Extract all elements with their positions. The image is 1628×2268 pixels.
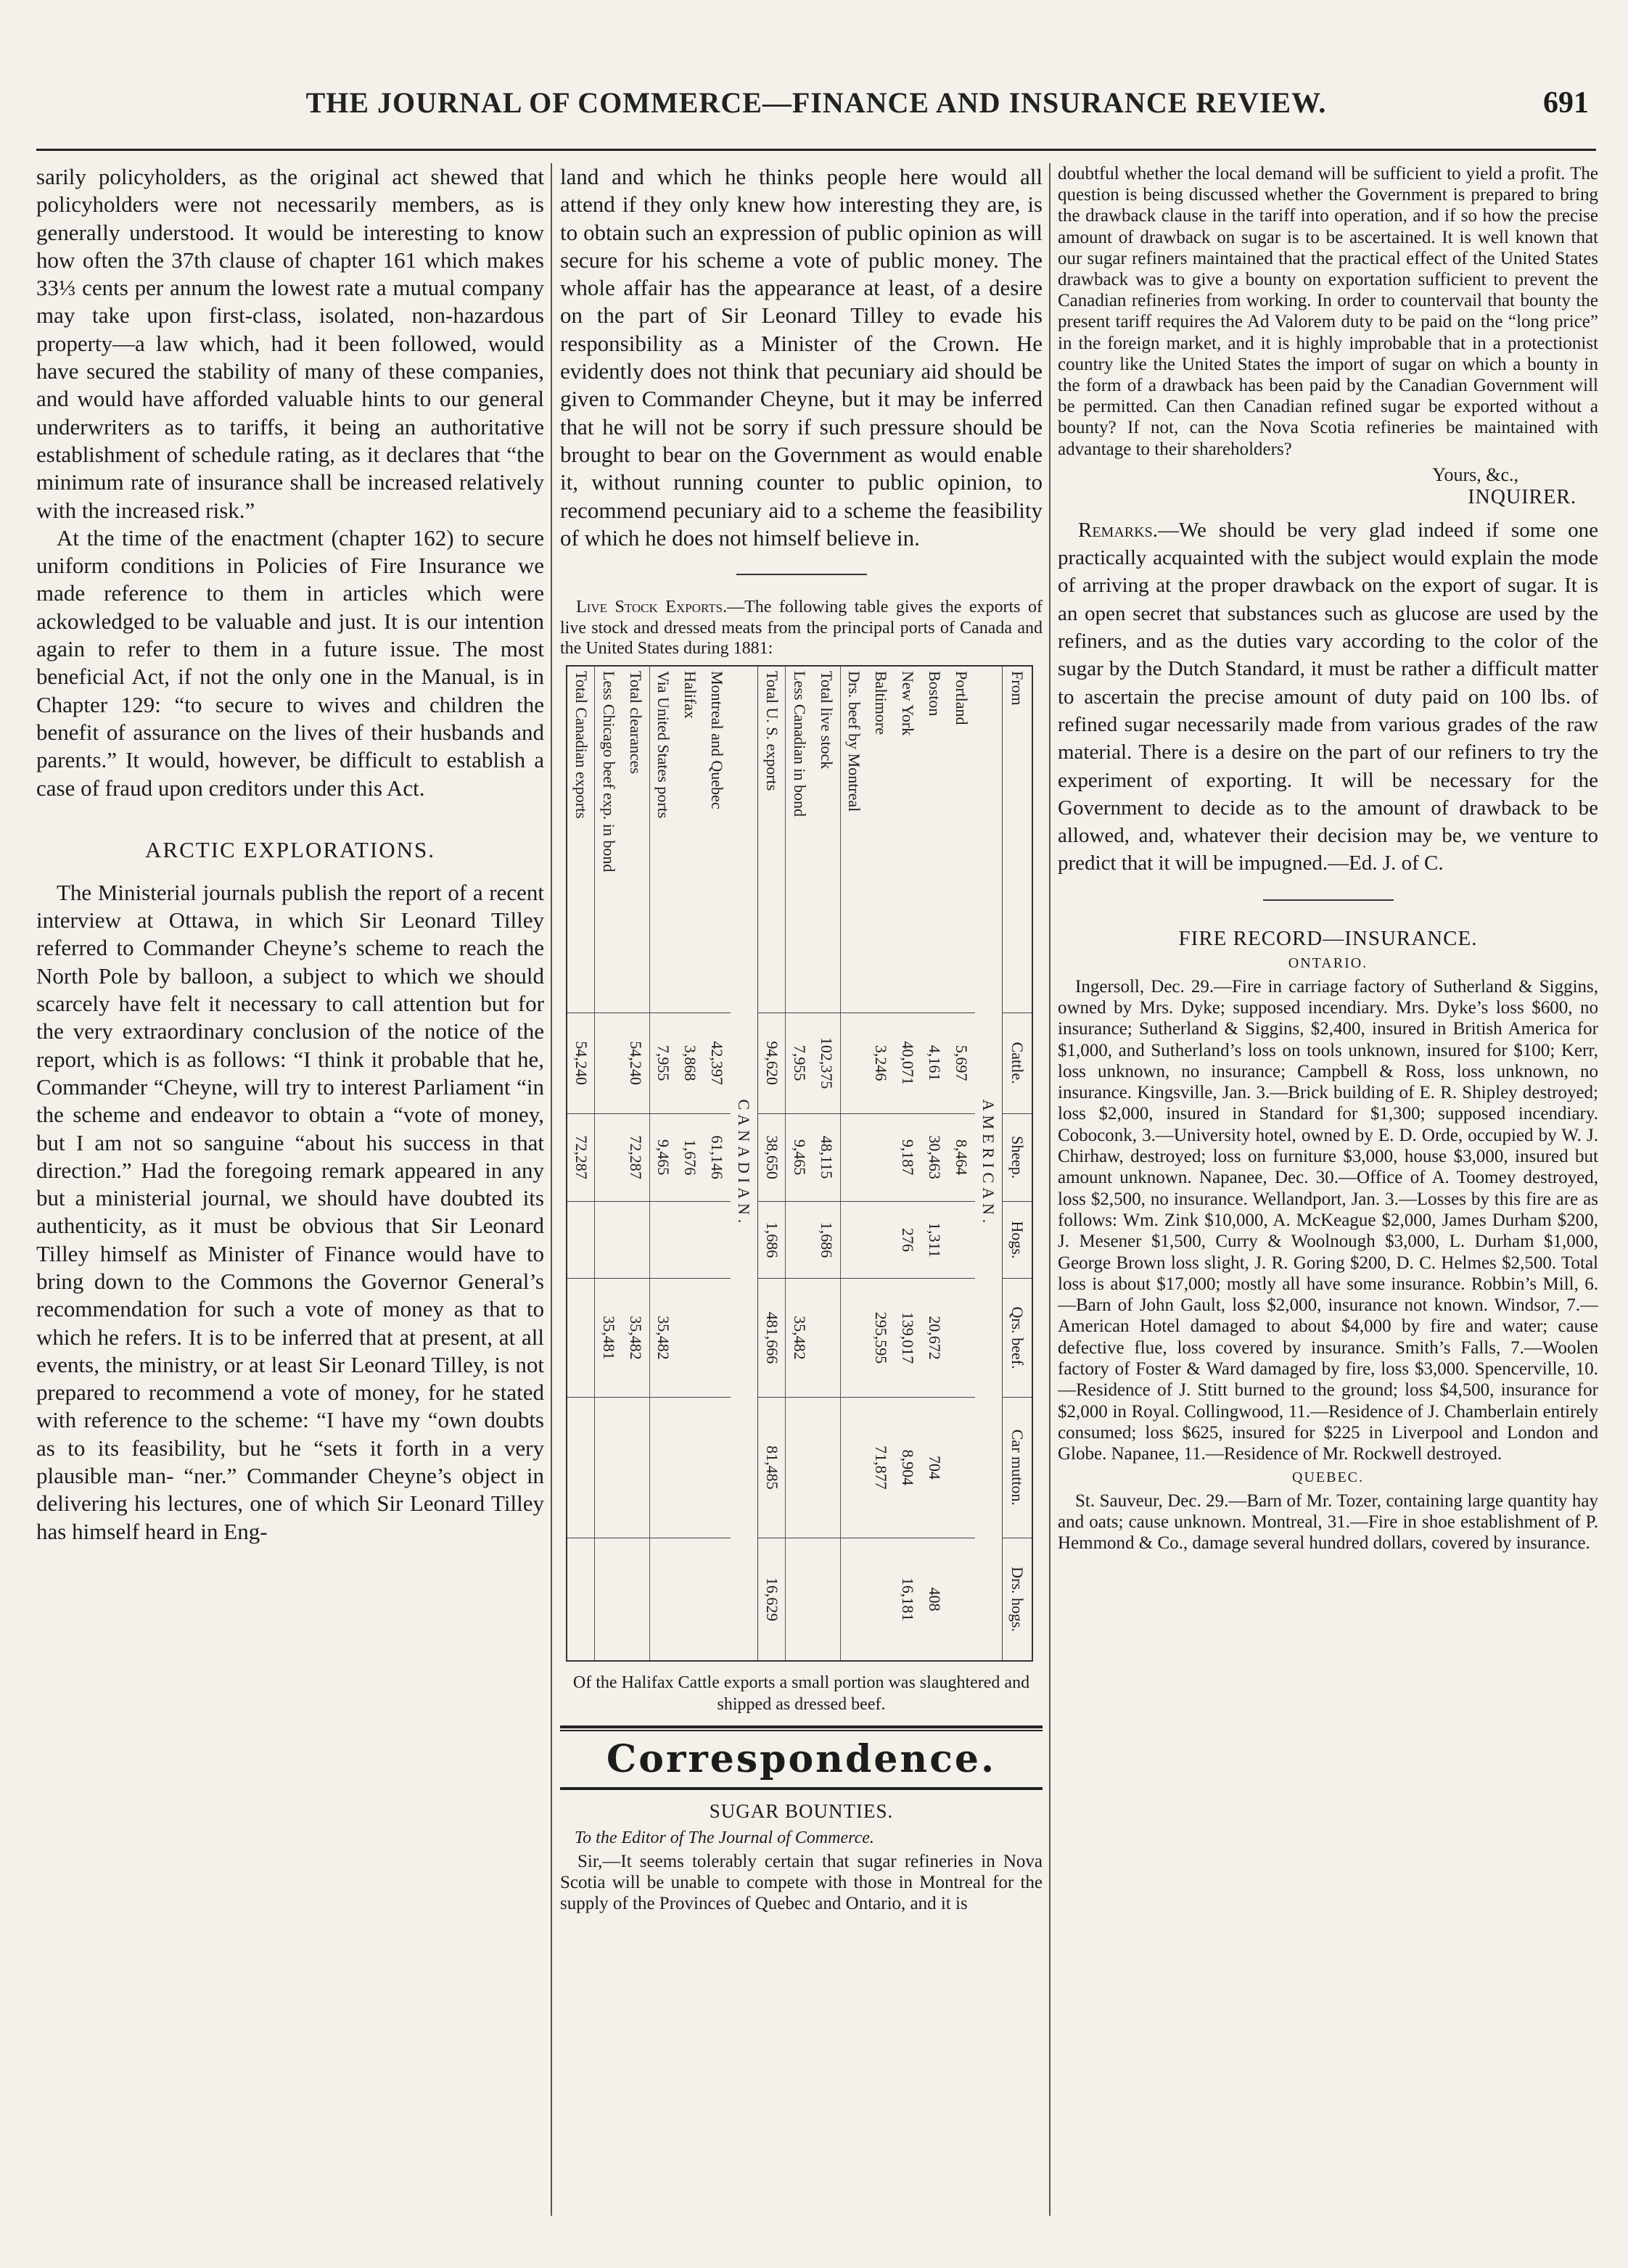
paragraph: land and which he thinks people here would all attend if they only knew how interesting they are, is to obtain such an expression of public opinion as will secure for his scheme a vote of public money. The whole affair has the appearance at least, of a desire on the part of Sir Leonard Tilley to evade his responsibility as a Minister of the Crown. He evidently does not think that pecuniary aid should be given to Commander Cheyne, but it may be inferred that he will not be sorry if such pressure should be brought to bear on the Government as would enable it, without running counter to public opinion, to recommend pecuniary aid to a scheme the feasibility of which he does not himself believe in. bbox=[560, 164, 1043, 550]
table-cell: 481,666 bbox=[757, 1279, 785, 1397]
table-cell: 54,240 bbox=[567, 1013, 595, 1113]
table-cell: 20,672 bbox=[921, 1279, 948, 1397]
page-number: 691 bbox=[1543, 86, 1589, 120]
table-cell bbox=[622, 1538, 649, 1660]
table-intro-lead: Live Stock Exports. bbox=[576, 598, 728, 617]
letter-closing: Yours, &c., bbox=[1432, 463, 1518, 485]
table-column-header: From bbox=[1003, 667, 1032, 1013]
table-intro-text: —The following table gives the exports of live stock and dressed meats from the principal ports of Canada and the United States during 1881: bbox=[560, 598, 1043, 659]
table-cell bbox=[948, 1201, 975, 1279]
table-cell bbox=[595, 1013, 622, 1113]
table-cell: 1,686 bbox=[813, 1201, 841, 1279]
table-cell: 3,246 bbox=[868, 1013, 895, 1113]
table-intro bbox=[560, 597, 1043, 659]
table-cell bbox=[840, 1013, 868, 1113]
remarks-text: —We should be very glad indeed if some one practically acquainted with the subject would explain the mode of arriving at the proper drawback on the export of sugar. It is an open secret that substances such as glucose are used by the refiners, and as the duties vary according to the color of the sugar by the Dutch Standard, it must be rather a difficult matter to ascertain the precise amount of duty paid on 100 lbs. of refined sugar necessarily made from various grades of the raw material. There is a desire on the part of our refiners to try the experiment of exporting. It will be necessary for the Government to decide as to the amount of drawback to be allowed, and, whatever their decision may be, we venture to predict that it will be impugned.—Ed. J. of C. bbox=[1058, 518, 1598, 875]
table-cell bbox=[595, 1538, 622, 1660]
table-cell: 38,650 bbox=[757, 1113, 785, 1201]
table-cell bbox=[868, 1113, 895, 1201]
table-cell bbox=[786, 1538, 813, 1660]
table-cell bbox=[840, 1113, 868, 1201]
table-note: Of the Halifax Cattle exports a small portion was slaughtered and shipped as dressed beef. bbox=[572, 1673, 1030, 1714]
table-row-label: Via United States ports bbox=[654, 670, 673, 819]
table-cell bbox=[649, 1538, 677, 1660]
table-column-header: Hogs. bbox=[1003, 1201, 1032, 1279]
table-cell bbox=[595, 1201, 622, 1279]
table-cell: 35,482 bbox=[649, 1279, 677, 1397]
table-group-row bbox=[731, 667, 758, 1660]
table-cell: 48,115 bbox=[813, 1113, 841, 1201]
fire-record-text bbox=[1058, 1490, 1598, 1554]
table-row-label: Drs. beef by Montreal bbox=[845, 670, 864, 812]
table-row-label: Portland bbox=[953, 670, 971, 725]
table-cell bbox=[948, 1279, 975, 1397]
table-row bbox=[649, 667, 677, 1660]
table-cell: 7,955 bbox=[786, 1013, 813, 1113]
table-cell: 61,146 bbox=[704, 1113, 731, 1201]
divider bbox=[560, 1787, 1043, 1790]
table-row-label: Less Chicago beef exp. in bond bbox=[599, 670, 618, 873]
paragraph: sarily policyholders, as the original act shewed that policyholders were not necessarily members, as is generally understood. It would be interesting to know how often the 37th clause of chapter 161 which makes 33⅓ cents per annum the lowest rate a mutual company may take upon first-class, isolated, non-hazardous property—a law which, had it been followed, would have secured the stability of many of these companies, and would have afforded valuable hints to our general underwriters as to tariffs, it being an authoritative establishment of schedule rating, as it declares that “the minimum rate of insurance shall be increased relatively with the increased risk.” bbox=[36, 164, 544, 523]
table-cell bbox=[567, 1279, 595, 1397]
table-cell: 94,620 bbox=[757, 1013, 785, 1113]
table-cell bbox=[948, 1397, 975, 1538]
table-cell bbox=[649, 1201, 677, 1279]
table-cell: 35,481 bbox=[595, 1279, 622, 1397]
table-cell bbox=[813, 1397, 841, 1538]
article-text bbox=[560, 163, 1043, 552]
paragraph: At the time of the enactment (chapter 162) to secure uniform conditions in Policies of Fire Insurance we made reference to them in articles which were ackowledged to be valuable and just. It is our intention again to refer to them in a future issue. The most beneficial Act, if not the only one in the Manual, is in Chapter 129: “to secure to wives and children the benefit of assurance on the lives of their husbands and parents.” It would, however, be difficult to establish a case of fraud upon creditors under this Act. bbox=[36, 524, 544, 801]
table-row-label: Halifax bbox=[681, 670, 700, 719]
table-cell: 408 bbox=[921, 1538, 948, 1660]
table-cell: 1,311 bbox=[921, 1201, 948, 1279]
fire-record-heading: FIRE RECORD—INSURANCE. bbox=[1178, 926, 1478, 950]
letter-salutation: To the Editor of The Journal of Commerce. bbox=[575, 1828, 874, 1847]
table-cell: 5,697 bbox=[948, 1013, 975, 1113]
letter-text bbox=[560, 1851, 1043, 1915]
table-row bbox=[595, 667, 622, 1660]
table-cell: 42,397 bbox=[704, 1013, 731, 1113]
table-group-label: AMERICAN. bbox=[975, 667, 1003, 1660]
table-cell: 276 bbox=[895, 1201, 921, 1279]
page-header bbox=[36, 86, 1596, 129]
correspondence-heading: Correspondence. bbox=[606, 1736, 997, 1781]
article-text bbox=[36, 163, 544, 802]
table-cell: 71,877 bbox=[868, 1397, 895, 1538]
table-row-label: Total live stock bbox=[813, 667, 841, 1013]
table-cell bbox=[840, 1279, 868, 1397]
table-cell: 3,868 bbox=[677, 1013, 704, 1113]
table-row bbox=[704, 667, 731, 1660]
table-cell bbox=[677, 1397, 704, 1538]
article-text bbox=[36, 879, 544, 1546]
table-row-label: Less Canadian in bond bbox=[790, 670, 809, 817]
column-divider bbox=[1049, 163, 1051, 2216]
table-cell: 16,181 bbox=[895, 1538, 921, 1660]
table-cell bbox=[704, 1538, 731, 1660]
table-cell bbox=[786, 1397, 813, 1538]
table-cell bbox=[948, 1538, 975, 1660]
table-column-header: Cattle. bbox=[1003, 1013, 1032, 1113]
table-row bbox=[868, 667, 895, 1660]
table-row bbox=[677, 667, 704, 1660]
remarks-lead: Remarks. bbox=[1078, 518, 1158, 542]
journal-title: THE JOURNAL OF COMMERCE—FINANCE AND INSURANCE REVIEW. bbox=[305, 86, 1327, 119]
table-row-label: Montreal and Quebec bbox=[708, 670, 727, 809]
paragraph: The Ministerial journals publish the report of a recent interview at Ottawa, in which Sir Leonard Tilley referred to Commander Cheyne’s scheme to reach the North Pole by balloon, a subject to which we should scarcely have felt it necessary to call attention but for the very extraordinary conclusion of the notice of the report, which is as follows: “I think it probable that he, Commander “Cheyne, will try to interest Parliament “in the scheme and endeavor to obtain a “vote of money, but I am not so sanguine “about his success in that direction.” Had the foregoing remark appeared in any but a ministerial journal, we should have doubted its authenticity, as it must be obvious that Sir Leonard Tilley himself as Minister of Finance would have to bring down to the Commons the Governor General’s recommendation for such a vote of money as that to which he refers. It is to be inferred that at present, at all events, the ministry, or at least Sir Leonard Tilley, is not prepared to recommend a vote of money, for he stated with reference to the scheme: “I have my “own doubts as to its feasibility, but he “sets it forth in a very plausible man- “ner.” Commander Cheyne’s object in delivering his lectures, one of which Sir Leonard Tilley has himself heard in Eng- bbox=[36, 879, 544, 1544]
table-cell bbox=[649, 1397, 677, 1538]
table-column-header: Qrs. beef. bbox=[1003, 1279, 1032, 1397]
live-stock-table bbox=[567, 667, 1032, 1660]
table-cell: 8,464 bbox=[948, 1113, 975, 1201]
table-cell bbox=[677, 1538, 704, 1660]
paragraph: Ingersoll, Dec. 29.—Fire in carriage factory of Sutherland & Siggins, owned by Mrs. Dyke; supposed incendiary. Mrs. Dyke’s loss $600, no insurance; Sutherland & Siggins, $2,400, insured in British America for $1,000, and Sutherland’s loss on tools unknown, insured for $100; Kerr, loss unknown, no insurance; Campbell & Ross, loss unknown, no insurance. Kingsville, Jan. 3.—Brick building of E. R. Shipley destroyed; loss $2,000, insured in Standard for $1,300; supposed incendiary. Coboconk, 3.—University hotel, owned by E. D. Orde, occupied by W. J. Chirhaw, destroyed; loss on furniture $3,000, house $3,000, insured but amount unknown. Napanee, Dec. 30.—Office of A. Toomey destroyed, loss $2,500, no insurance. Wellandport, Jan. 3.—Losses by this fire are as follows: Wm. Zink $10,000, A. McKeague $2,000, James Durham $200, J. Mesener $1,500, Curry & Woolnough $3,000, L. Durham $1,000, George Brown loss slight, J. R. Goring $200, D. C. Helmes $2,500. Total loss is about $17,000; mostly all have some insurance. Robbin’s Mill, 6.—Barn of John Gault, loss $2,000, insurance not known. Windsor, 7.—American Hotel damaged to about $4,000 by fire and water; cause defective flue, loss covered by insurance. Smith’s Falls, 7.—Woolen factory of Foster & Ward damaged by fire, loss $3,000. Spencerville, 10.—Residence of J. Stitt burned to the ground; loss $4,500, insurance for $2,000 in Royal. Collingwood, 11.—Residence of J. Chamberlain entirely consumed; loss $625, insured for $225 in Liverpool and London and Globe. Napanee, 11.—Residence of Mr. Rockwell destroyed. bbox=[1058, 976, 1598, 1464]
table-cell: 139,017 bbox=[895, 1279, 921, 1397]
table-cell: 704 bbox=[921, 1397, 948, 1538]
section-heading-arctic: ARCTIC EXPLORATIONS. bbox=[145, 836, 435, 862]
paragraph: Sir,—It seems tolerably certain that sugar refineries in Nova Scotia will be unable to compete with those in Montreal for the supply of the Provinces of Quebec and Ontario, and it is bbox=[560, 1851, 1043, 1914]
editor-remarks bbox=[1058, 516, 1598, 878]
table-cell: 40,071 bbox=[895, 1013, 921, 1113]
table-cell: 9,465 bbox=[786, 1113, 813, 1201]
table-cell bbox=[677, 1279, 704, 1397]
paragraph: doubtful whether the local demand will be sufficient to yield a profit. The question is being discussed whether the Government is prepared to bring the drawback clause in the tariff into operation, and if so how the precise amount of drawback on sugar is to be ascertained. It is well known that our sugar refiners maintained that the practical effect of the United States drawback was to give a bounty on exportation sufficient to prevent the Canadian refineries from working. In order to countervail that bounty the present tariff requires the Ad Valorem duty to be paid on the “long price” in the foreign market, and it is highly improbable that in a protectionist country like the United States the import of sugar on which a bounty in the form of a drawback has been paid by the Canadian Government will be permitted. Can then Canadian refined sugar be exported without a bounty? If not, can the Nova Scotia refineries be maintained with advantage to their shareholders? bbox=[1058, 164, 1598, 459]
table-cell bbox=[567, 1201, 595, 1279]
table-header-row bbox=[1003, 667, 1032, 1660]
table-cell bbox=[840, 1538, 868, 1660]
fire-record-text bbox=[1058, 976, 1598, 1465]
table-cell bbox=[704, 1201, 731, 1279]
table-group-row bbox=[975, 667, 1003, 1660]
table-row-label: Total Canadian exports bbox=[567, 667, 595, 1013]
table-column-header: Drs. hogs. bbox=[1003, 1538, 1032, 1660]
table-row-label: Boston bbox=[926, 670, 945, 717]
table-cell bbox=[567, 1397, 595, 1538]
divider bbox=[560, 1730, 1043, 1731]
table-cell: 72,287 bbox=[567, 1113, 595, 1201]
table-row bbox=[622, 667, 649, 1660]
table-cell bbox=[595, 1397, 622, 1538]
table-cell: 30,463 bbox=[921, 1113, 948, 1201]
table-cell: 35,482 bbox=[786, 1279, 813, 1397]
table-row bbox=[840, 667, 868, 1660]
table-cell: 9,465 bbox=[649, 1113, 677, 1201]
table-group-label: CANADIAN. bbox=[731, 667, 758, 1660]
column-2 bbox=[560, 163, 1043, 2223]
table-row bbox=[567, 667, 595, 1660]
table-cell: 9,187 bbox=[895, 1113, 921, 1201]
table-cell: 81,485 bbox=[757, 1397, 785, 1538]
table-cell: 72,287 bbox=[622, 1113, 649, 1201]
table-cell: 35,482 bbox=[622, 1279, 649, 1397]
divider bbox=[1263, 899, 1394, 901]
table-cell bbox=[813, 1279, 841, 1397]
column-divider bbox=[551, 163, 552, 2216]
table-row bbox=[895, 667, 921, 1660]
table-cell: 295,595 bbox=[868, 1279, 895, 1397]
table-cell: 102,375 bbox=[813, 1013, 841, 1113]
table-cell bbox=[677, 1201, 704, 1279]
province-heading-quebec: QUEBEC. bbox=[1292, 1469, 1364, 1485]
table-cell: 8,904 bbox=[895, 1397, 921, 1538]
divider bbox=[736, 574, 867, 575]
table-cell bbox=[868, 1538, 895, 1660]
paragraph: St. Sauveur, Dec. 29.—Barn of Mr. Tozer, containing large quantity hay and oats; cause unknown. Montreal, 31.—Fire in shoe establishment of P. Hemmond & Co., damage several hundred dollars, covered by insurance. bbox=[1058, 1490, 1598, 1554]
column-3 bbox=[1058, 163, 1598, 2223]
table-row-label: New York bbox=[899, 670, 918, 735]
table-cell bbox=[868, 1201, 895, 1279]
table-cell: 16,629 bbox=[757, 1538, 785, 1660]
table-row bbox=[921, 667, 948, 1660]
table-cell bbox=[622, 1201, 649, 1279]
table-cell bbox=[704, 1279, 731, 1397]
table-cell: 1,686 bbox=[757, 1201, 785, 1279]
table-cell: 4,161 bbox=[921, 1013, 948, 1113]
table-cell bbox=[622, 1397, 649, 1538]
sugar-bounties-heading: SUGAR BOUNTIES. bbox=[709, 1799, 894, 1822]
letter-text bbox=[1058, 163, 1598, 460]
table-row bbox=[813, 667, 841, 1660]
table-column-header: Car mutton. bbox=[1003, 1397, 1032, 1538]
table-column-header: Sheep. bbox=[1003, 1113, 1032, 1201]
table-row bbox=[786, 667, 813, 1660]
table-row bbox=[948, 667, 975, 1660]
province-heading-ontario: ONTARIO. bbox=[1288, 954, 1368, 971]
table-cell bbox=[786, 1201, 813, 1279]
column-1 bbox=[36, 163, 544, 2223]
table-cell bbox=[595, 1113, 622, 1201]
table-cell bbox=[840, 1397, 868, 1538]
table-cell bbox=[840, 1201, 868, 1279]
table-cell: 1,676 bbox=[677, 1113, 704, 1201]
live-stock-table-box bbox=[566, 665, 1033, 1662]
table-cell: 54,240 bbox=[622, 1013, 649, 1113]
letter-signature: INQUIRER. bbox=[1468, 485, 1576, 508]
table-cell bbox=[567, 1538, 595, 1660]
table-cell bbox=[813, 1538, 841, 1660]
table-cell: 7,955 bbox=[649, 1013, 677, 1113]
header-rule bbox=[36, 149, 1596, 151]
table-row bbox=[757, 667, 785, 1660]
divider bbox=[560, 1725, 1043, 1728]
table-row-label: Baltimore bbox=[872, 670, 891, 735]
table-row-label: Total U. S. exports bbox=[757, 667, 785, 1013]
table-row-label: Total clearances bbox=[622, 667, 649, 1013]
table-cell bbox=[704, 1397, 731, 1538]
